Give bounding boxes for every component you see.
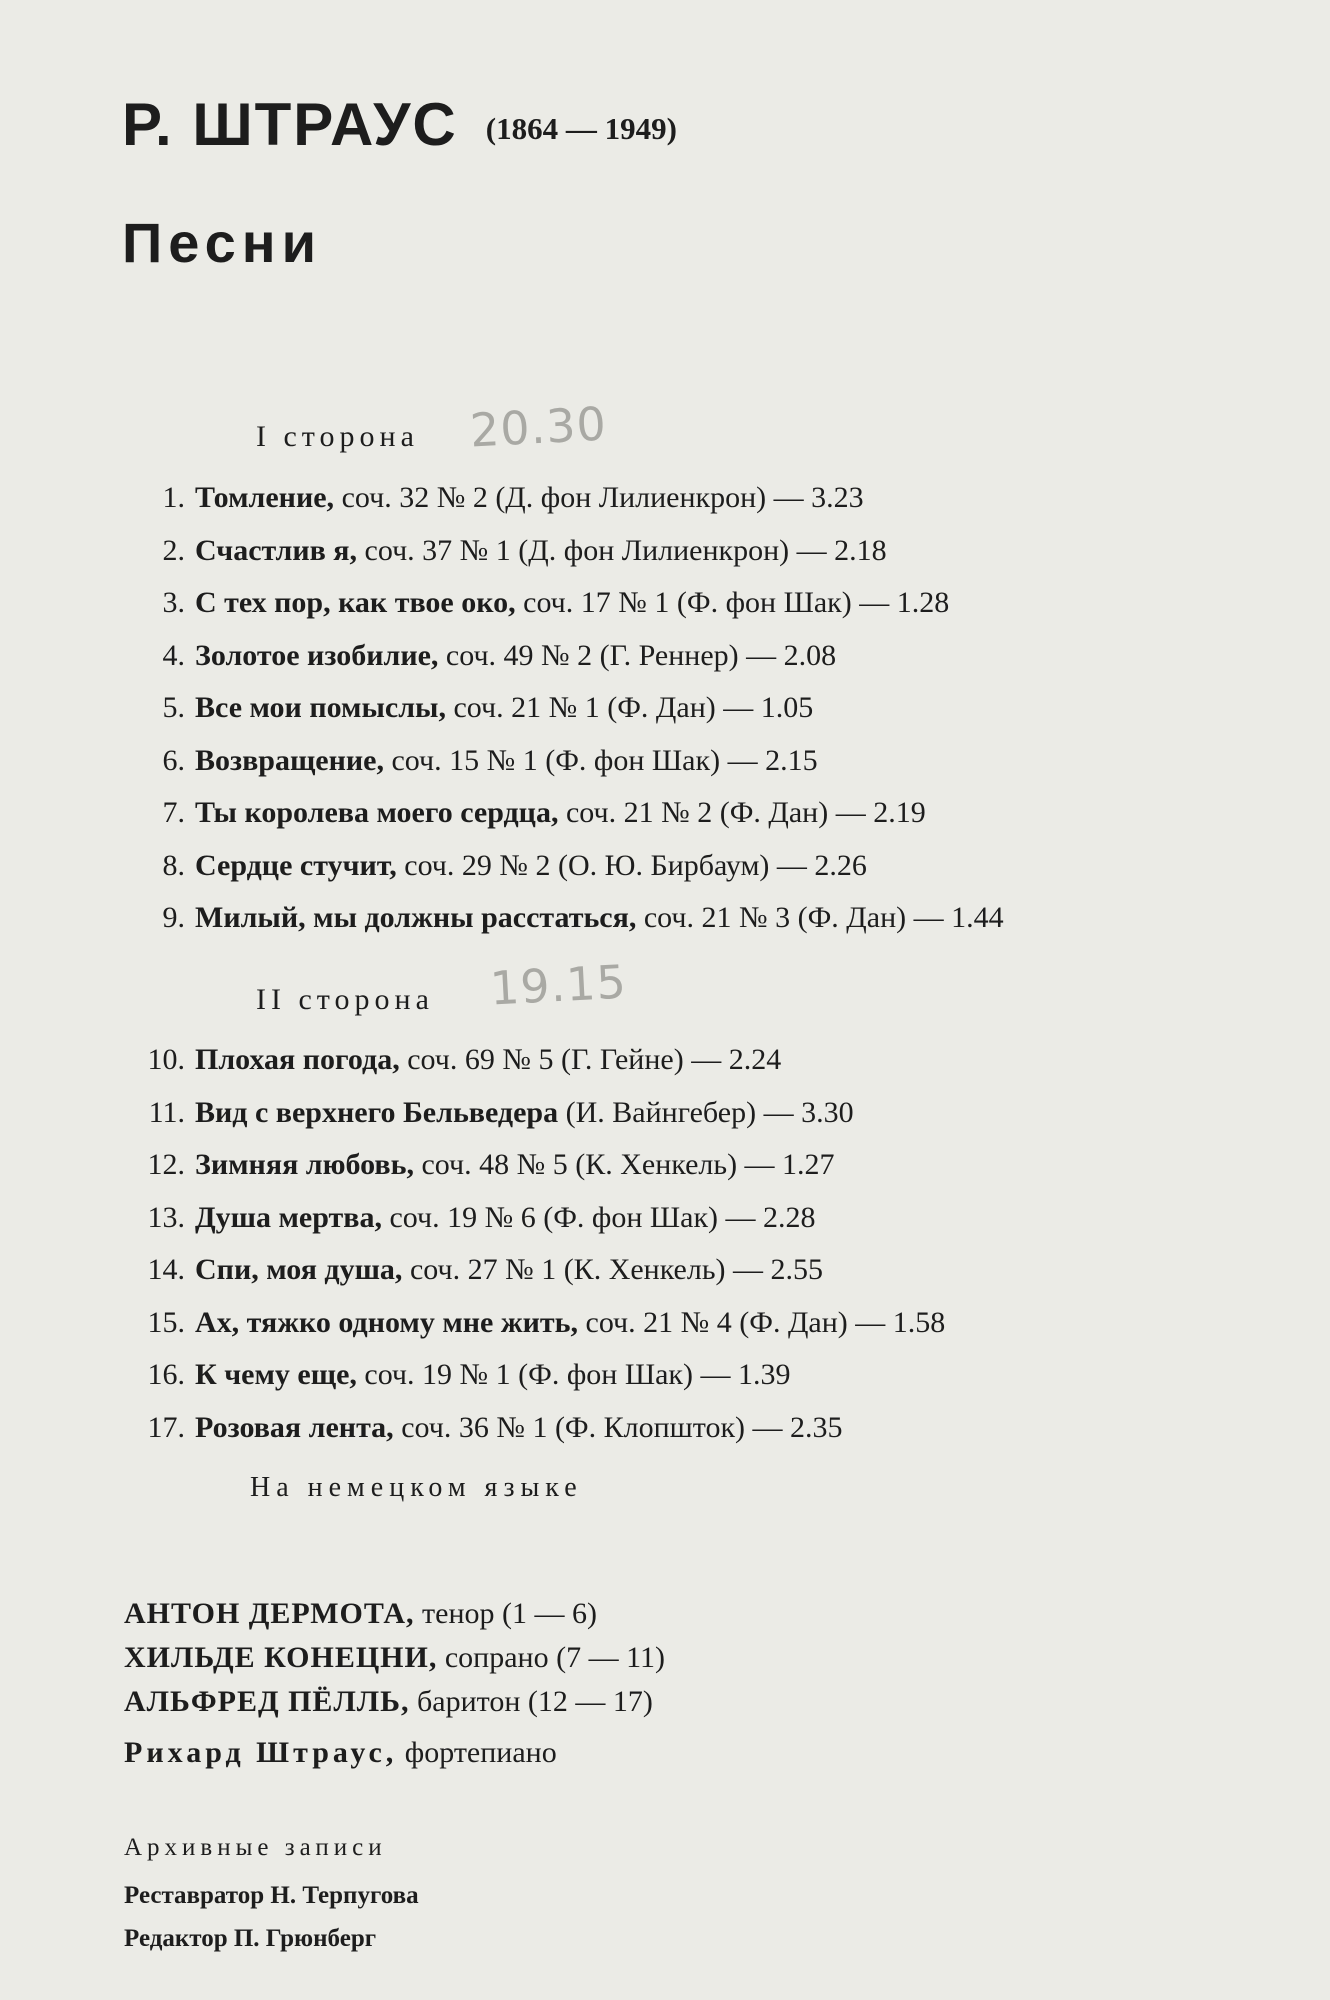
- performer-name: ХИЛЬДЕ КОНЕЦНИ,: [124, 1641, 438, 1674]
- track-title: К чему еще,: [195, 1358, 357, 1391]
- track-title: Ах, тяжко одному мне жить,: [195, 1305, 579, 1339]
- track-details: соч. 15 № 1 (Ф. фон Шак) — 2.15: [383, 743, 818, 777]
- track-number: 6.: [162, 743, 185, 777]
- track-details: соч. 69 № 5 (Г. Гейне) — 2.24: [399, 1043, 782, 1076]
- track-title: Ты королева моего сердца,: [195, 796, 559, 829]
- track-title: Вид с верхнего Бельведера: [195, 1095, 559, 1129]
- track-details: соч. 27 № 1 (К. Хенкель) — 2.55: [402, 1253, 824, 1286]
- track-item: [110, 1194, 945, 1247]
- track-number: 14.: [147, 1253, 185, 1286]
- track-number: 7.: [162, 796, 185, 829]
- track-number: 13.: [147, 1200, 185, 1234]
- track-item: [110, 1141, 945, 1194]
- track-number: 1.: [162, 481, 185, 514]
- track-details: соч. 29 № 2 (О. Ю. Бирбаум) — 2.26: [396, 848, 867, 882]
- side-one-heading: I сторона: [256, 420, 419, 453]
- restorer-credit: Реставратор Н. Терпугова: [124, 1882, 419, 1909]
- side-two-heading: II сторона: [256, 983, 434, 1016]
- track-details: соч. 21 № 2 (Ф. Дан) — 2.19: [558, 796, 926, 829]
- track-item: [110, 527, 1004, 580]
- track-details: соч. 19 № 6 (Ф. фон Шак) — 2.28: [381, 1200, 816, 1234]
- track-title: Сердце стучит,: [195, 848, 397, 882]
- album-subtitle: Песни: [122, 211, 323, 274]
- track-details: соч. 21 № 1 (Ф. Дан) — 1.05: [445, 691, 814, 724]
- track-item: [110, 1299, 945, 1352]
- track-title: Возвращение,: [195, 743, 384, 777]
- track-details: соч. 32 № 2 (Д. фон Лилиенкрон) — 3.23: [334, 481, 864, 514]
- track-title: Зимняя любовь,: [195, 1148, 414, 1181]
- track-item: [110, 684, 1004, 737]
- editor-credit: Редактор П. Грюнберг: [124, 1925, 377, 1952]
- performers-list: [124, 1592, 665, 1724]
- performer: [124, 1592, 665, 1636]
- track-item: [110, 737, 1004, 790]
- track-title: Душа мертва,: [195, 1200, 382, 1234]
- track-item: [110, 789, 1004, 842]
- track-number: 2.: [162, 533, 185, 567]
- side-two-pencil-note: 19.15: [488, 954, 629, 1016]
- side-one-tracklist: [110, 474, 1004, 947]
- track-item: [110, 579, 1004, 632]
- track-number: 5.: [162, 691, 185, 724]
- track-item: [110, 1351, 945, 1404]
- track-number: 3.: [162, 586, 185, 619]
- performer-name: АНТОН ДЕРМОТА,: [124, 1597, 415, 1630]
- track-details: соч. 19 № 1 (Ф. фон Шак) — 1.39: [356, 1358, 791, 1391]
- track-title: Спи, моя душа,: [195, 1253, 403, 1286]
- track-details: (И. Вайнгебер) — 3.30: [558, 1095, 854, 1129]
- language-note: На немецком языке: [250, 1472, 583, 1503]
- track-number: 11.: [148, 1095, 185, 1129]
- track-item: [110, 632, 1004, 685]
- performer-role: баритон (12 — 17): [409, 1685, 653, 1718]
- track-title: Розовая лента,: [195, 1410, 394, 1444]
- pianist-name: Рихард Штраус,: [124, 1736, 398, 1769]
- side-two-tracklist: [110, 1036, 945, 1456]
- track-number: 9.: [162, 901, 185, 934]
- track-item: [110, 894, 1004, 947]
- track-title: Все мои помыслы,: [195, 691, 446, 724]
- track-title: Томление,: [195, 481, 335, 514]
- track-details: соч. 17 № 1 (Ф. фон Шак) — 1.28: [515, 586, 950, 619]
- track-title: Счастлив я,: [195, 533, 358, 567]
- track-item: [110, 1246, 945, 1299]
- track-number: 12.: [147, 1148, 185, 1181]
- track-number: 8.: [162, 848, 185, 882]
- track-number: 15.: [147, 1305, 185, 1339]
- performer: [124, 1636, 665, 1680]
- side-one-pencil-note: 20.30: [468, 396, 609, 458]
- track-title: Золотое изобилие,: [195, 638, 439, 672]
- composer-years: (1864 — 1949): [485, 111, 677, 146]
- pianist-role: фортепиано: [397, 1736, 557, 1769]
- archive-note: Архивные записи: [124, 1834, 387, 1861]
- track-details: соч. 48 № 5 (К. Хенкель) — 1.27: [413, 1148, 835, 1181]
- track-title: Милый, мы должны расстаться,: [195, 901, 637, 934]
- track-item: [110, 1036, 945, 1089]
- track-title: Плохая погода,: [195, 1043, 400, 1076]
- track-details: соч. 36 № 1 (Ф. Клопшток) — 2.35: [393, 1410, 843, 1444]
- performer-role: тенор (1 — 6): [414, 1597, 597, 1630]
- track-item: [110, 1404, 945, 1457]
- performer-role: сопрано (7 — 11): [437, 1641, 665, 1674]
- track-details: соч. 49 № 2 (Г. Реннер) — 2.08: [438, 638, 837, 672]
- pianist: [124, 1736, 557, 1770]
- track-item: [110, 842, 1004, 895]
- track-number: 17.: [147, 1410, 185, 1444]
- track-number: 4.: [162, 638, 185, 672]
- track-item: [110, 1089, 945, 1142]
- track-item: [110, 474, 1004, 527]
- track-number: 16.: [147, 1358, 185, 1391]
- performer-name: АЛЬФРЕД ПЁЛЛЬ,: [124, 1685, 410, 1718]
- track-details: соч. 21 № 3 (Ф. Дан) — 1.44: [636, 901, 1004, 934]
- track-details: соч. 21 № 4 (Ф. Дан) — 1.58: [578, 1305, 946, 1339]
- title-line: [122, 90, 677, 159]
- track-number: 10.: [147, 1043, 185, 1076]
- track-title: С тех пор, как твое око,: [195, 586, 516, 619]
- track-details: соч. 37 № 1 (Д. фон Лилиенкрон) — 2.18: [357, 533, 887, 567]
- performer: [124, 1680, 665, 1724]
- composer-name: Р. ШТРАУС: [122, 91, 458, 158]
